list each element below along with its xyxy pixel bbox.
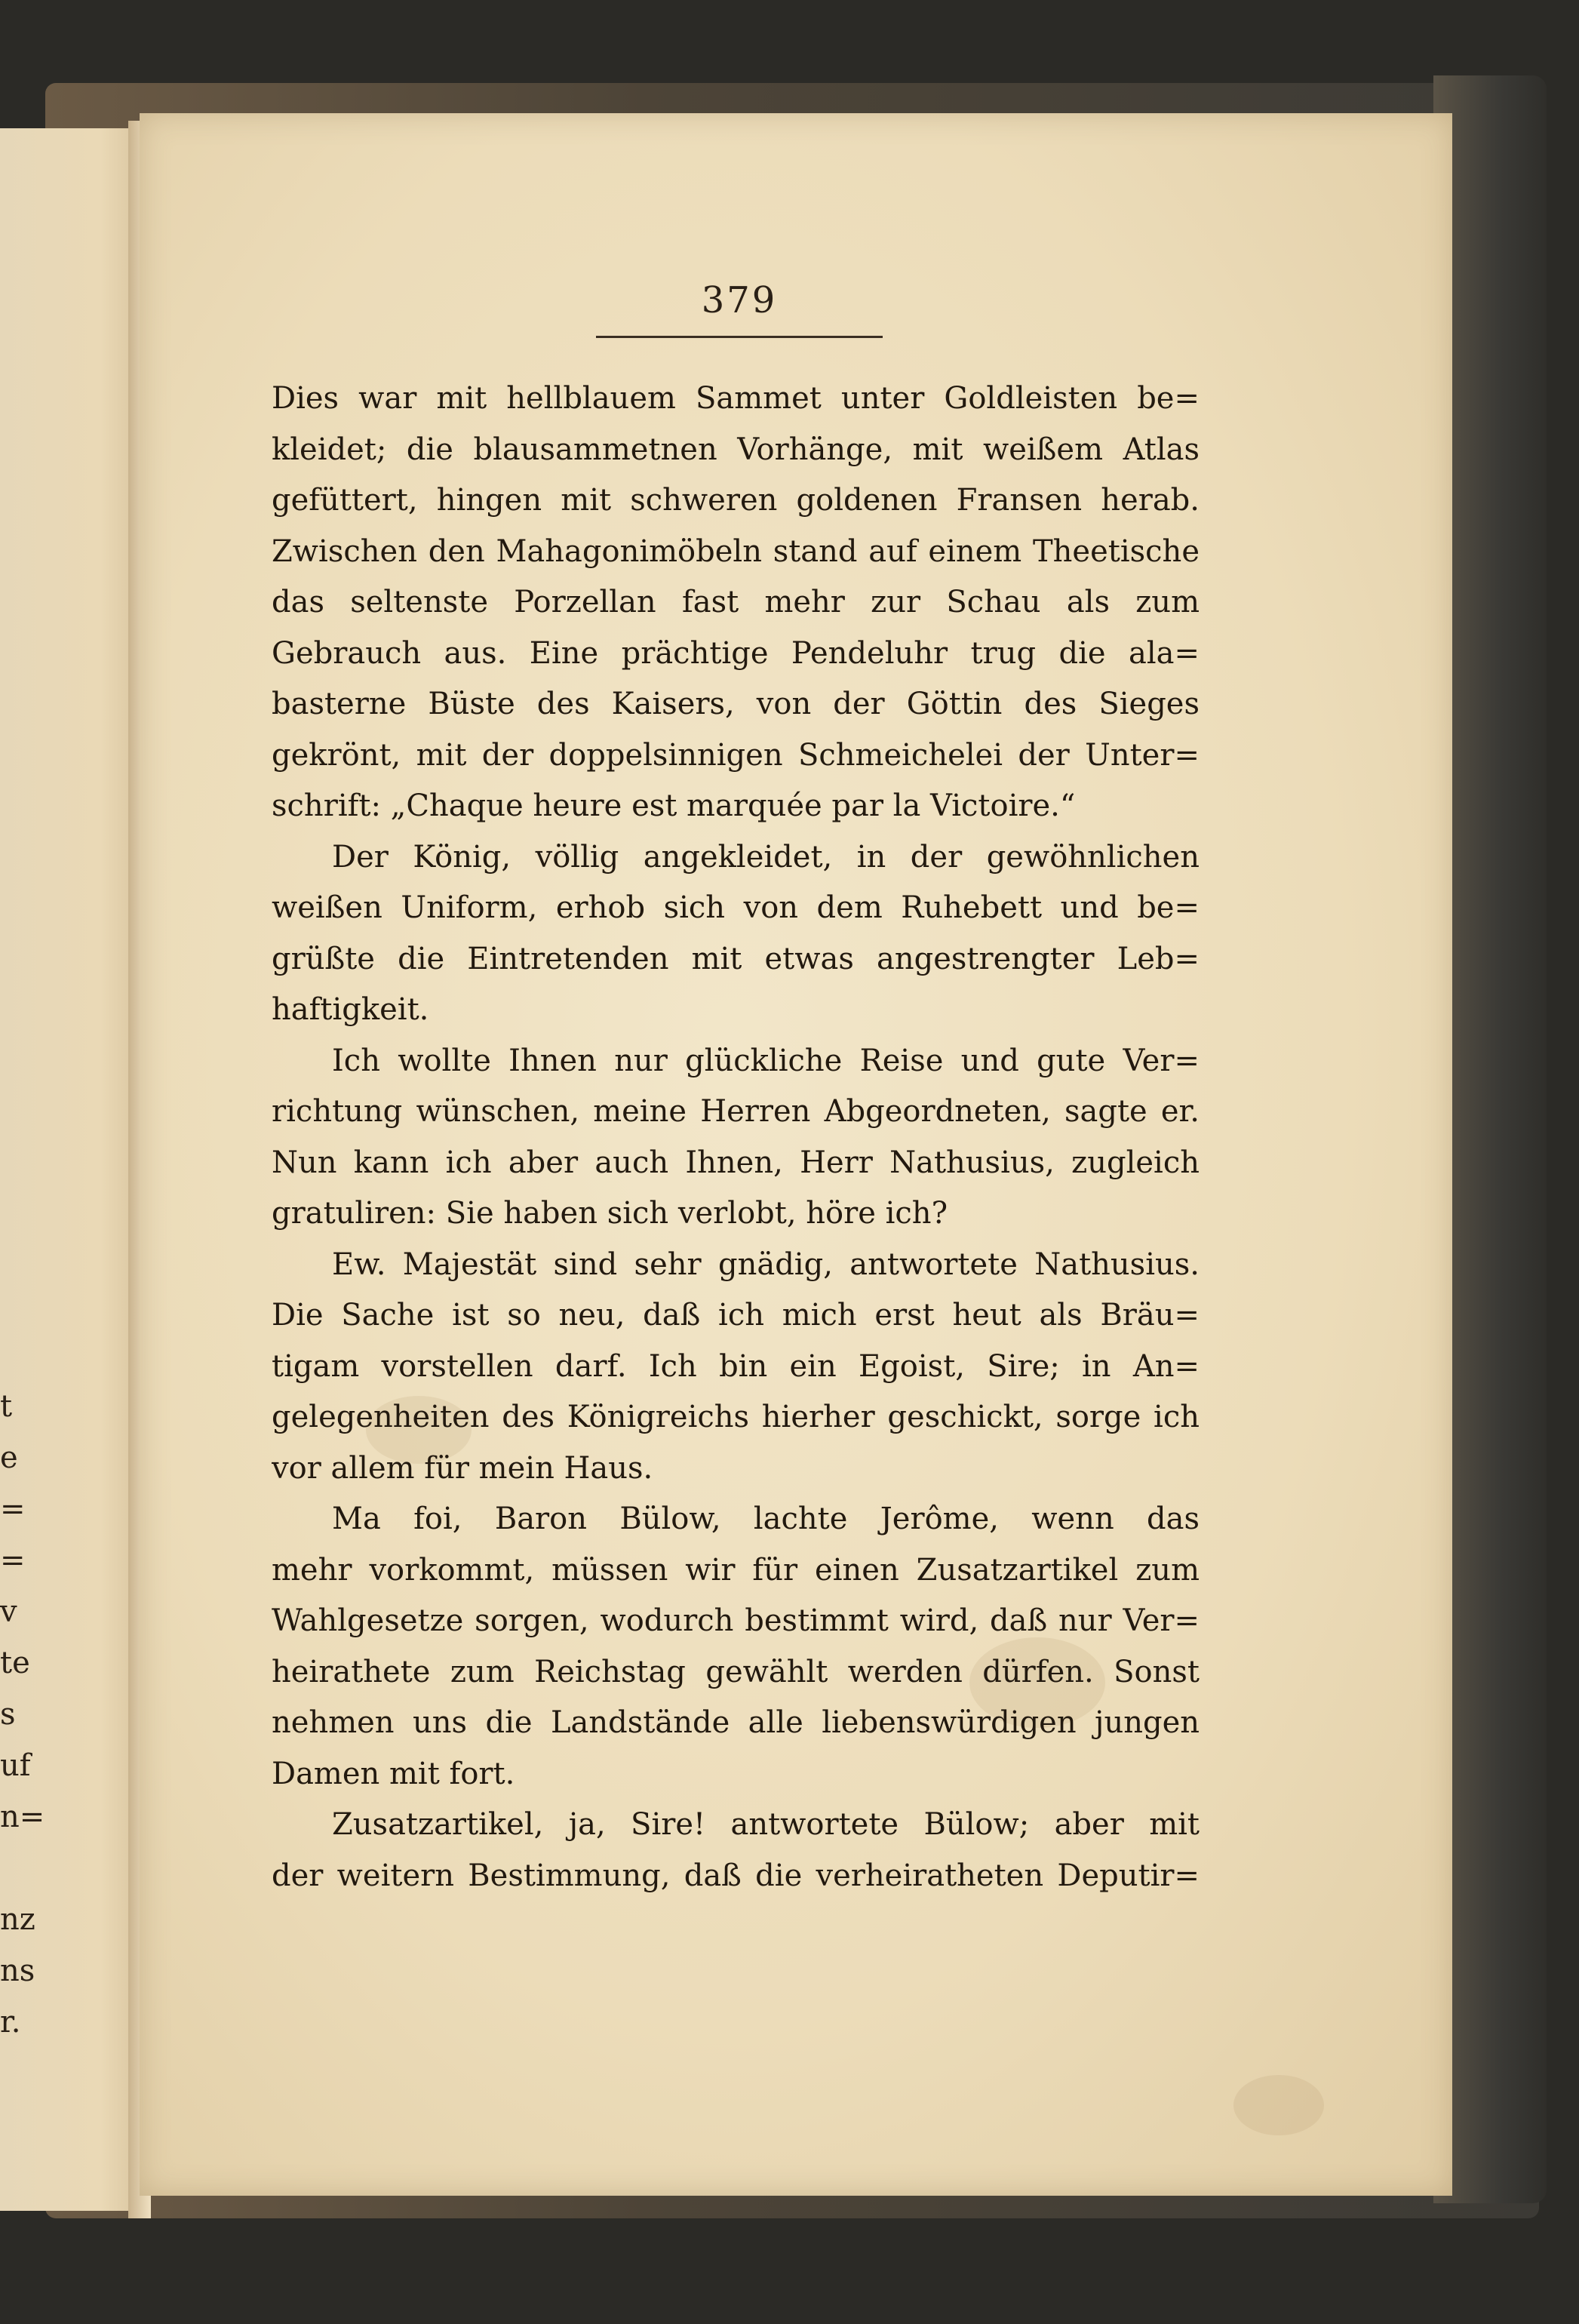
left-page-fragment: s bbox=[0, 1697, 16, 1732]
left-page-fragment: e bbox=[0, 1440, 18, 1475]
text-line: Dies war mit hellblauem Sammet unter Goldleisten be= bbox=[272, 381, 1200, 416]
text-line: Ma foi, Baron Bülow, lachte Jerôme, wenn das bbox=[332, 1502, 1200, 1536]
left-page-fragment: uf bbox=[0, 1748, 31, 1783]
text-line: mehr vorkommt, müssen wir für einen Zusatzartikel zum bbox=[272, 1552, 1200, 1588]
text-line: gekrönt, mit der doppelsinnigen Schmeichelei der Unter= bbox=[272, 737, 1200, 773]
left-page-fragment: r. bbox=[0, 2005, 21, 2040]
left-page-fragment: = bbox=[0, 1543, 26, 1578]
left-page-fragment: nz bbox=[0, 1902, 35, 1937]
text-line: basterne Büste des Kaisers, von der Göttin des Sieges bbox=[272, 687, 1200, 721]
text-line: Zusatzartikel, ja, Sire! antwortete Bülow; aber mit bbox=[332, 1807, 1200, 1842]
text-line: Ich wollte Ihnen nur glückliche Reise und gute Ver= bbox=[332, 1043, 1200, 1078]
text-line: schrift: „Chaque heure est marquée par la Victoire.“ bbox=[272, 788, 1076, 823]
body-text bbox=[272, 374, 1200, 1901]
left-page-fragment: v bbox=[0, 1594, 17, 1629]
left-page-fragment: te bbox=[0, 1646, 30, 1680]
text-line: vor allem für mein Haus. bbox=[272, 1450, 653, 1486]
page-number: 379 bbox=[701, 279, 778, 321]
text-line: gefüttert, hingen mit schweren goldenen Fransen herab. bbox=[272, 483, 1200, 518]
text-line: richtung wünschen, meine Herren Abgeordneten, sagte er. bbox=[272, 1094, 1200, 1129]
left-page-fragment bbox=[0, 1843, 30, 1894]
text-line: tigam vorstellen darf. Ich bin ein Egoist, Sire; in An= bbox=[272, 1348, 1200, 1384]
text-line: der weitern Bestimmung, daß die verheiratheten Deputir= bbox=[272, 1858, 1200, 1893]
text-line: das seltenste Porzellan fast mehr zur Schau als zum bbox=[272, 585, 1200, 619]
text-line: heirathete zum Reichstag gewählt werden dürfen. Sonst bbox=[272, 1654, 1200, 1689]
text-line: grüßte die Eintretenden mit etwas angestrengter Leb= bbox=[272, 941, 1200, 976]
text-line: kleidet; die blausammetnen Vorhänge, mit weißem Atlas bbox=[272, 432, 1200, 467]
text-line: Nun kann ich aber auch Ihnen, Herr Nathusius, zugleich bbox=[272, 1145, 1200, 1180]
text-line: haftigkeit. bbox=[272, 992, 429, 1027]
text-line: gratuliren: Sie haben sich verlobt, höre ich? bbox=[272, 1196, 948, 1231]
text-line: Zwischen den Mahagonimöbeln stand auf einem Theetische bbox=[272, 533, 1200, 569]
text-line: Gebrauch aus. Eine prächtige Pendeluhr trug die ala= bbox=[272, 635, 1200, 671]
left-page-text-fragments bbox=[0, 1381, 45, 2048]
left-page-fragment: ns bbox=[0, 1954, 35, 1988]
page-stain bbox=[1233, 2075, 1324, 2135]
header-rule bbox=[596, 336, 883, 338]
left-page-fragment: n= bbox=[0, 1800, 45, 1834]
left-page bbox=[0, 128, 143, 2211]
text-line: nehmen uns die Landstände alle liebenswürdigen jungen bbox=[272, 1705, 1200, 1740]
text-line: weißen Uniform, erhob sich von dem Ruhebett und be= bbox=[272, 890, 1200, 925]
left-page-fragment: = bbox=[0, 1492, 26, 1526]
text-line: Der König, völlig angekleidet, in der gewöhnlichen bbox=[332, 839, 1200, 875]
text-line: Wahlgesetze sorgen, wodurch bestimmt wird, daß nur Ver= bbox=[272, 1603, 1200, 1638]
left-page-fragment: t bbox=[0, 1389, 13, 1424]
text-line: Damen mit fort. bbox=[272, 1756, 515, 1791]
text-line: Ew. Majestät sind sehr gnädig, antwortete Nathusius. bbox=[332, 1247, 1200, 1282]
text-line: gelegenheiten des Königreichs hierher geschickt, sorge ich bbox=[272, 1400, 1200, 1434]
text-line: Die Sache ist so neu, daß ich mich erst heut als Bräu= bbox=[272, 1298, 1200, 1333]
